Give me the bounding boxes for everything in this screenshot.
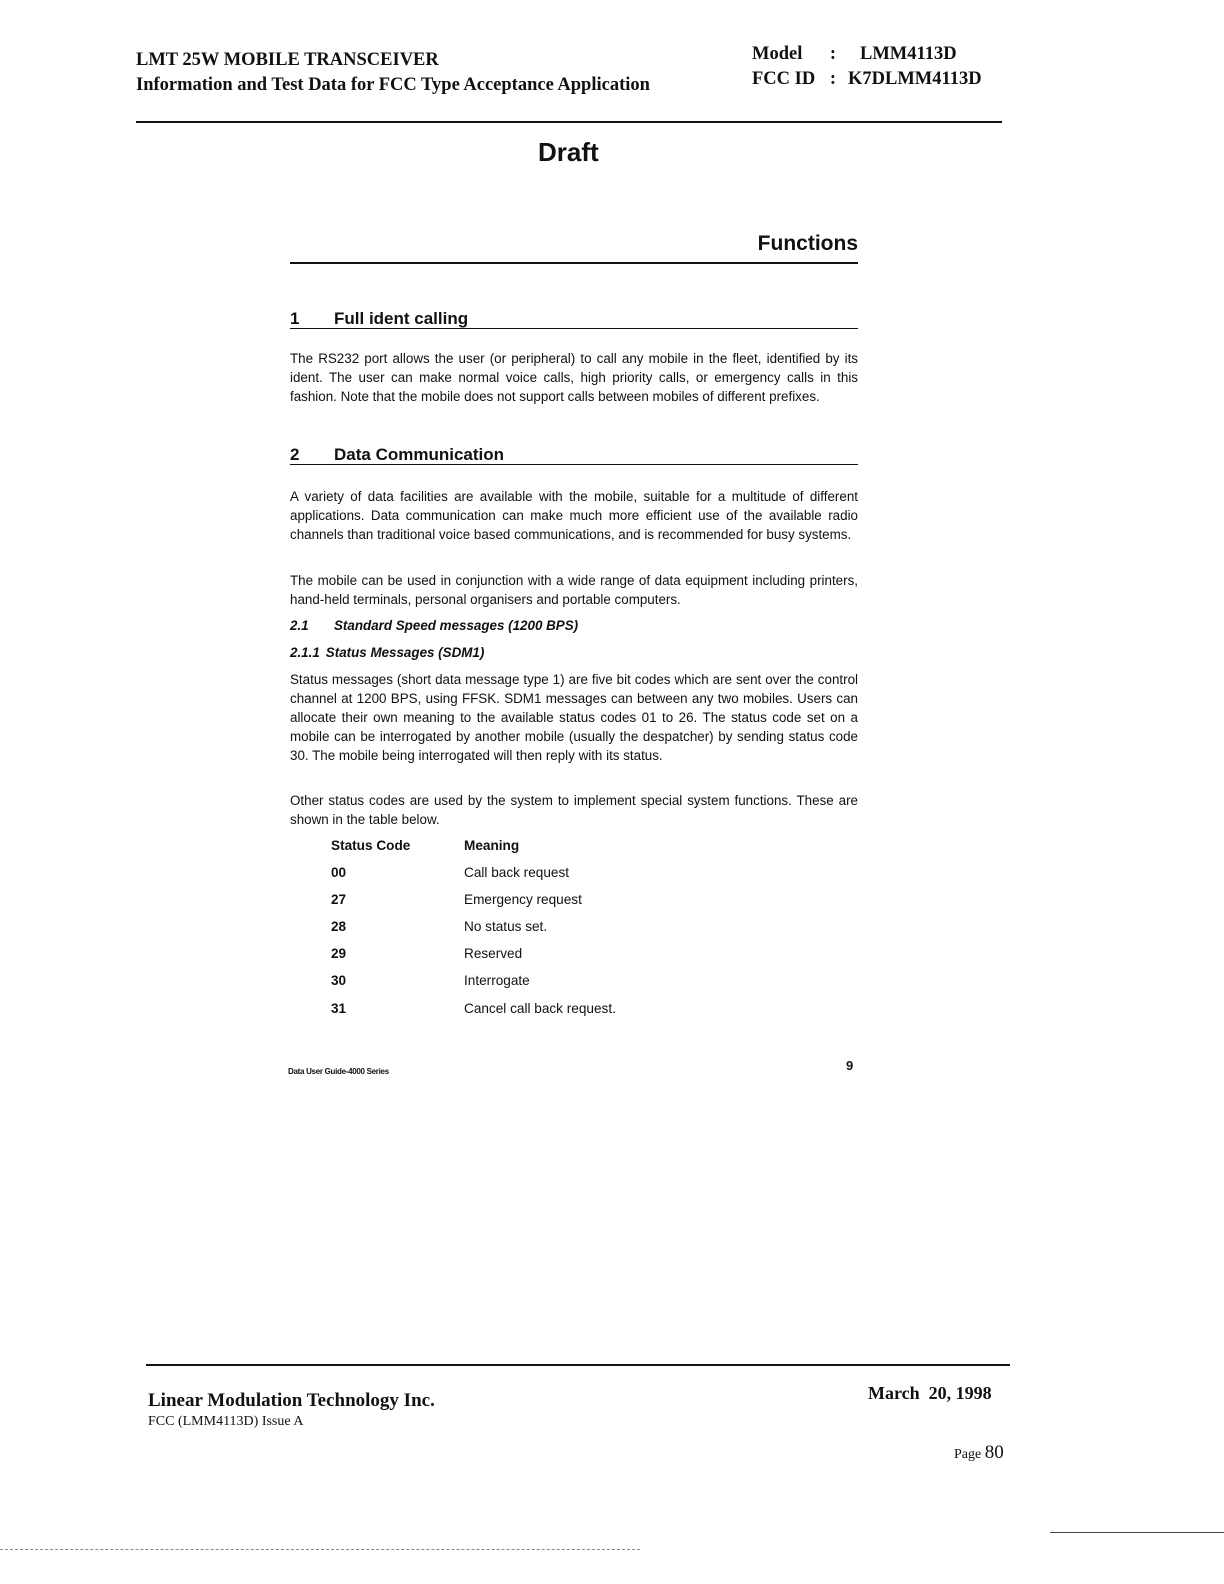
table-header-code: Status Code [331, 838, 411, 853]
chapter-rule [290, 262, 858, 264]
table-cell-code: 30 [331, 973, 347, 988]
document-header-ids [752, 42, 982, 92]
header-title-line2: Information and Test Data for FCC Type Acceptance Application [136, 75, 650, 95]
table-cell-code: 27 [331, 892, 347, 907]
table-cell-code: 00 [331, 865, 347, 880]
subsection-number: 2.1 [290, 618, 309, 633]
section-rule [290, 328, 858, 329]
header-title-line1: LMT 25W MOBILE TRANSCEIVER [136, 50, 439, 70]
table-cell-code: 31 [331, 1001, 347, 1016]
subsection-heading-2-1 [290, 618, 578, 633]
fccid-colon: : [829, 69, 837, 89]
section-number: 1 [290, 309, 300, 328]
paragraph-status-messages: Status messages (short data message type 1) are five bit codes which are sent over the control channel at 1200 BPS, using FFSK. SDM1 messages can between any two mobiles. Users can allocate their own meaning to the available status codes 01 to 26. The status code set on a mobile can be interrogated by another mobile (usually the despatcher) by sending status code 30. The mobile being interrogated will then reply with its status. [290, 672, 858, 763]
document-date: March 20, 1998 [868, 1383, 992, 1403]
inner-page-number: 9 [846, 1058, 854, 1073]
scan-edge-line [1050, 1532, 1224, 1533]
subsection-title: Standard Speed messages (1200 BPS) [334, 618, 579, 633]
table-cell-meaning: No status set. [464, 919, 548, 934]
table-cell-meaning: Call back request [464, 865, 570, 880]
footer-rule [146, 1364, 1010, 1366]
table-cell-meaning: Reserved [464, 946, 523, 961]
guide-name: Data User Guide-4000 Series [288, 1067, 389, 1076]
fccid-value: K7DLMM4113D [848, 69, 982, 89]
draft-label: Draft [538, 137, 599, 167]
model-value: LMM4113D [860, 44, 957, 64]
page-label: Page [954, 1447, 982, 1462]
header-rule [136, 121, 1002, 123]
section-rule [290, 464, 858, 465]
page-number-value: 80 [984, 1442, 1004, 1463]
subsection-number: 2.1.1 [290, 645, 320, 660]
paragraph-full-ident: The RS232 port allows the user (or peripheral) to call any mobile in the fleet, identified by its ident. The user can make normal voice calls, high priority calls, or emergency calls in this fashion. Note that the mobile does not support calls between mobiles of different prefixes. [290, 351, 858, 404]
model-label: Model [752, 44, 803, 64]
section-title: Data Communication [334, 445, 505, 464]
paragraph-data-intro: A variety of data facilities are available with the mobile, suitable for a multitude of different applications. Data communication can make much more efficient use of the available radio channels than traditional voice based communications, and is recommended for busy systems. [290, 489, 858, 542]
company-name: Linear Modulation Technology Inc. [148, 1390, 435, 1411]
page-number [954, 1442, 1004, 1464]
paragraph-data-equipment: The mobile can be used in conjunction with a wide range of data equipment including printers, hand-held terminals, personal organisers and portable computers. [290, 573, 858, 607]
table-cell-meaning: Emergency request [464, 892, 582, 907]
subsection-title: Status Messages (SDM1) [325, 645, 485, 660]
fcc-reference: FCC (LMM4113D) Issue A [148, 1414, 304, 1429]
table-header-meaning: Meaning [464, 838, 520, 853]
table-cell-meaning: Cancel call back request. [464, 1001, 616, 1016]
fccid-row [752, 67, 982, 92]
document-header-title [136, 48, 650, 98]
section-title: Full ident calling [334, 309, 469, 328]
chapter-title: Functions [757, 232, 858, 255]
subsection-heading-2-1-1 [290, 645, 484, 660]
paragraph-other-codes: Other status codes are used by the system to implement special system functions. These are shown in the table below. [290, 793, 858, 827]
table-cell-code: 28 [331, 919, 347, 934]
table-cell-meaning: Interrogate [464, 973, 530, 988]
fccid-label: FCC ID [752, 69, 816, 89]
model-row [752, 42, 982, 67]
scan-edge-line [0, 1549, 640, 1550]
section-number: 2 [290, 445, 300, 464]
table-cell-code: 29 [331, 946, 347, 961]
model-colon: : [829, 44, 837, 64]
